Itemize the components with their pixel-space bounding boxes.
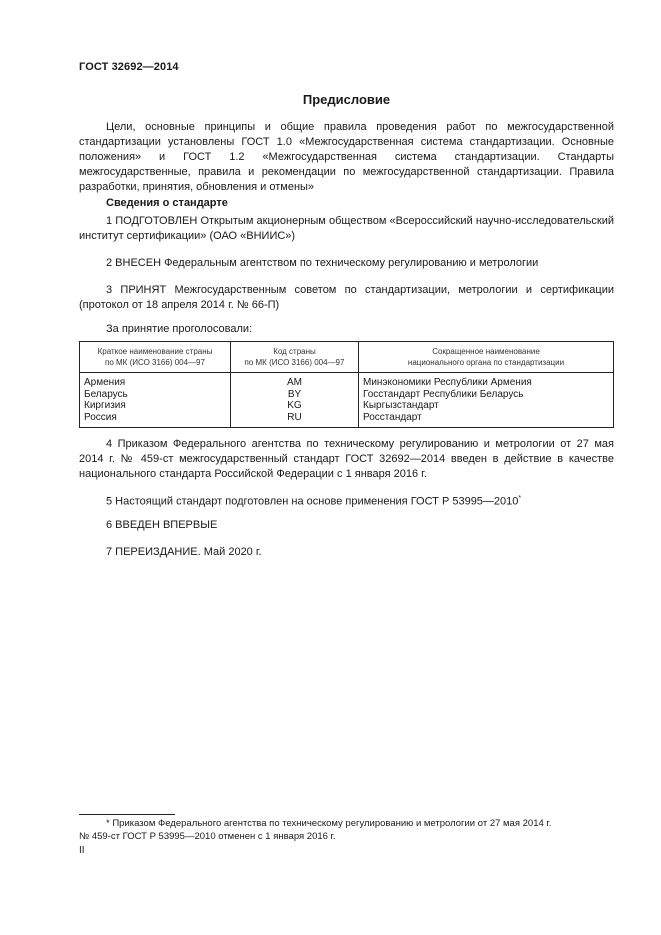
table-cell-country: Киргизия xyxy=(80,400,231,412)
footnote-marker: * xyxy=(518,495,522,502)
vote-label: За принятие проголосовали: xyxy=(106,323,253,335)
table-row xyxy=(80,412,614,428)
item-7: 7 ПЕРЕИЗДАНИЕ. Май 2020 г. xyxy=(106,546,262,558)
header-line: Код страны xyxy=(273,347,316,356)
table-cell-body: Кыргызстандарт xyxy=(359,400,614,412)
item-3: 3 ПРИНЯТ Межгосударственным советом по стандартизации, метрологии и сертификации (протокол от 18 апреля 2014 г. № 66-П) xyxy=(79,284,614,311)
footnote-line: * Приказом Федерального агентства по техническому регулированию и метрологии от 27 мая 2014 г. xyxy=(106,818,552,829)
item-6: 6 ВВЕДЕН ВПЕРВЫЕ xyxy=(106,519,218,531)
table-cell-body: Госстандарт Республики Беларусь xyxy=(359,389,614,401)
intro-paragraph: Цели, основные принципы и общие правила проведения работ по межгосударственной стандартизации установлены ГОСТ 1.0 «Межгосударственная система стандартизации. Основные положения» и ГОСТ 1.2 «Межгосударственная система стандартизации. Стандарты межгосударственные, правила и рекомендации по межгосударственной стандартизации. Правила разработки, принятия, обновления и отмены» xyxy=(79,121,614,193)
footnote-line: № 459-ст ГОСТ Р 53995—2010 отменен с 1 января 2016 г. xyxy=(79,831,336,842)
table-row xyxy=(80,389,614,401)
footnote-divider xyxy=(79,814,175,815)
table-row xyxy=(80,373,614,389)
header-line: национального органа по стандартизации xyxy=(407,358,565,367)
item-5-text: 5 Настоящий стандарт подготовлен на основе применения ГОСТ Р 53995—2010 xyxy=(106,495,519,508)
column-header-country xyxy=(80,342,231,373)
item-1: 1 ПОДГОТОВЛЕН Открытым акционерным обществом «Всероссийский научно-исследовательский институт сертификации» (ОАО «ВНИИС») xyxy=(79,215,614,242)
header-line: по МК (ИСО 3166) 004—97 xyxy=(105,358,205,367)
column-header-body xyxy=(359,342,614,373)
table-cell-code: KG xyxy=(231,400,359,412)
table-cell-country: Россия xyxy=(80,412,231,428)
table-cell-country: Беларусь xyxy=(80,389,231,401)
document-header: ГОСТ 32692—2014 xyxy=(79,61,179,73)
table-header-row xyxy=(80,342,614,373)
page-number: II xyxy=(79,845,85,856)
table-row xyxy=(80,400,614,412)
item-2: 2 ВНЕСЕН Федеральным агентством по техническому регулированию и метрологии xyxy=(106,257,539,269)
table-cell-body: Минэкономики Республики Армения xyxy=(359,373,614,389)
item-5 xyxy=(79,491,614,510)
section-title: Сведения о стандарте xyxy=(106,197,228,209)
voting-table xyxy=(79,341,614,428)
item-4: 4 Приказом Федерального агентства по техническому регулированию и метрологии от 27 мая 2014 г. № 459-ст межгосударственный стандарт ГОСТ 32692—2014 введен в действие в качестве национального стандарта Российской Федерации с 1 января 2016 г. xyxy=(79,438,614,480)
table-cell-body: Росстандарт xyxy=(359,412,614,428)
header-line: по МК (ИСО 3166) 004—97 xyxy=(244,358,345,367)
table-cell-code: RU xyxy=(231,412,359,428)
table-cell-code: BY xyxy=(231,389,359,401)
footnote xyxy=(79,817,614,843)
header-line: Сокращенное наименование xyxy=(432,347,540,356)
page-title: Предисловие xyxy=(302,92,391,107)
table-cell-code: AM xyxy=(231,373,359,389)
table-cell-country: Армения xyxy=(80,373,231,389)
header-line: Краткое наименование страны xyxy=(97,347,213,356)
column-header-code xyxy=(231,342,359,373)
